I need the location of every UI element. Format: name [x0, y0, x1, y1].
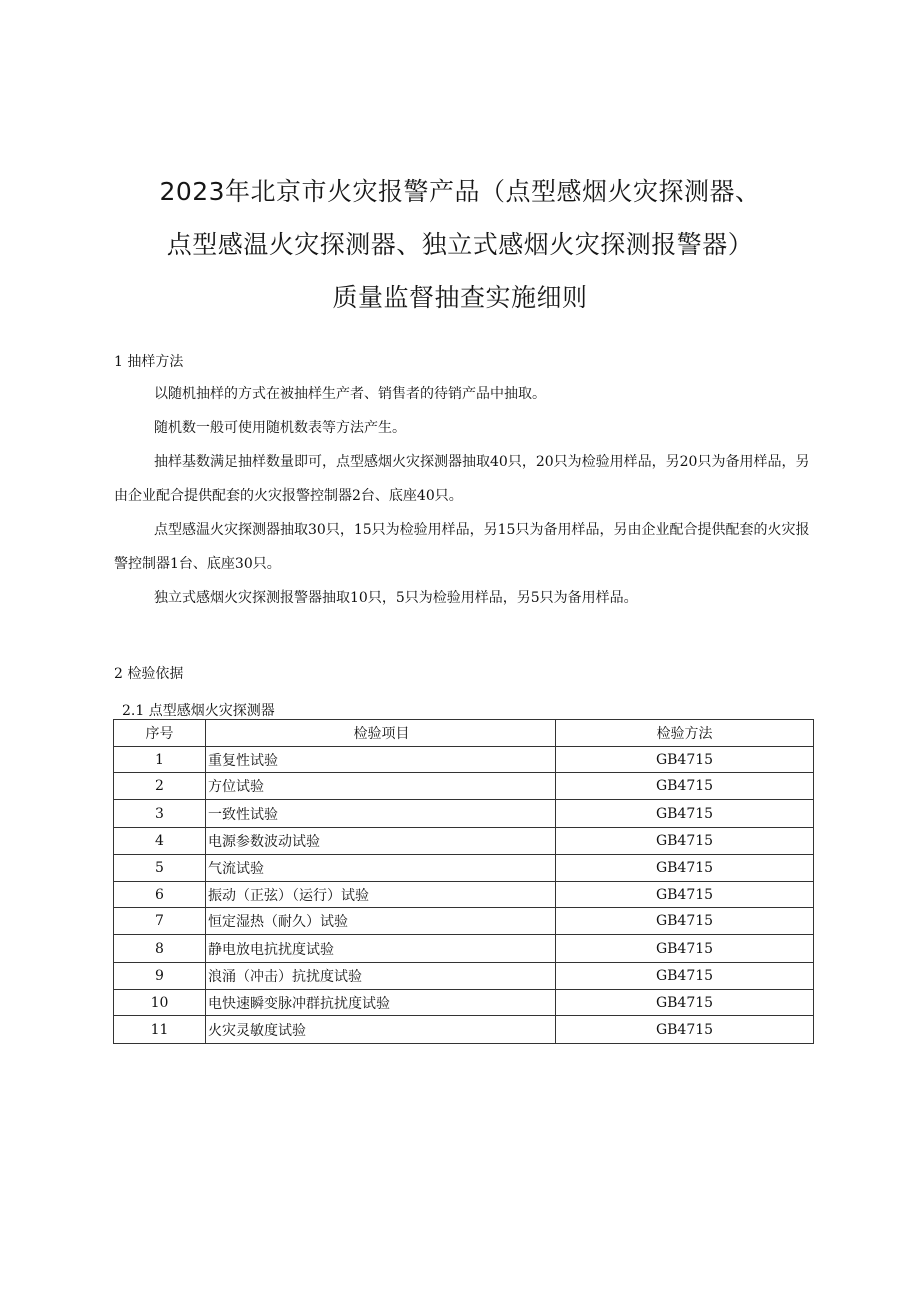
row-method: GB4715 [556, 1016, 814, 1044]
row-no: 5 [114, 855, 206, 882]
table-row [114, 963, 814, 990]
table-row [114, 773, 814, 800]
paragraph: 随机数一般可使用随机数表等方法产生。 [154, 420, 406, 436]
section-1-heading: 1 抽样方法 [114, 354, 184, 370]
paragraph: 独立式感烟火灾探测报警器抽取10只，5只为检验用样品，另5只为备用样品。 [154, 590, 638, 606]
header-item: 检验项目 [206, 720, 556, 747]
row-method: GB4715 [556, 882, 814, 908]
row-method: GB4715 [556, 908, 814, 935]
row-item: 电源参数波动试验 [206, 828, 556, 855]
row-item: 恒定湿热（耐久）试验 [206, 908, 556, 935]
row-no: 11 [114, 1016, 206, 1044]
row-no: 7 [114, 908, 206, 935]
row-item: 一致性试验 [206, 800, 556, 828]
row-no: 2 [114, 773, 206, 800]
row-method: GB4715 [556, 935, 814, 963]
row-item: 振动（正弦）（运行）试验 [206, 882, 556, 908]
row-item: 浪涌（冲击）抗扰度试验 [206, 963, 556, 990]
table-row [114, 882, 814, 908]
table-row [114, 747, 814, 773]
title-line-3: 质量监督抽查实施细则 [332, 283, 588, 312]
header-no: 序号 [114, 720, 206, 747]
row-item: 重复性试验 [206, 747, 556, 773]
table-row [114, 990, 814, 1016]
row-method: GB4715 [556, 963, 814, 990]
table-row [114, 908, 814, 935]
row-method: GB4715 [556, 773, 814, 800]
row-method: GB4715 [556, 990, 814, 1016]
table-row [114, 935, 814, 963]
row-method: GB4715 [556, 747, 814, 773]
table-row [114, 828, 814, 855]
row-no: 3 [114, 800, 206, 828]
row-method: GB4715 [556, 828, 814, 855]
title-line-1: 2023年北京市火灾报警产品（点型感烟火灾探测器、 [159, 177, 761, 206]
row-item: 电快速瞬变脉冲群抗扰度试验 [206, 990, 556, 1016]
row-no: 4 [114, 828, 206, 855]
paragraph: 点型感温火灾探测器抽取30只，15只为检验用样品，另15只为备用样品，另由企业配合提供配套的火灾报警控制器1台、底座30只。 [114, 522, 810, 572]
table-caption: 2.1 点型感烟火灾探测器 [122, 703, 275, 719]
table-row [114, 1016, 814, 1044]
table-header-row [114, 720, 814, 747]
inspection-table [113, 719, 814, 1044]
row-item: 方位试验 [206, 773, 556, 800]
row-no: 1 [114, 747, 206, 773]
row-no: 6 [114, 882, 206, 908]
row-method: GB4715 [556, 800, 814, 828]
paragraph: 抽样基数满足抽样数量即可，点型感烟火灾探测器抽取40只，20只为检验用样品，另20只为备用样品，另由企业配合提供配套的火灾报警控制器2台、底座40只。 [114, 454, 810, 504]
header-method: 检验方法 [556, 720, 814, 747]
row-no: 10 [114, 990, 206, 1016]
table-row [114, 800, 814, 828]
title-line-2: 点型感温火灾探测器、独立式感烟火灾探测报警器） [166, 230, 754, 259]
row-item: 气流试验 [206, 855, 556, 882]
row-item: 火灾灵敏度试验 [206, 1016, 556, 1044]
paragraph: 以随机抽样的方式在被抽样生产者、销售者的待销产品中抽取。 [154, 386, 546, 402]
section-2-heading: 2 检验依据 [114, 666, 184, 682]
table-row [114, 855, 814, 882]
row-no: 8 [114, 935, 206, 963]
row-method: GB4715 [556, 855, 814, 882]
row-item: 静电放电抗扰度试验 [206, 935, 556, 963]
row-no: 9 [114, 963, 206, 990]
